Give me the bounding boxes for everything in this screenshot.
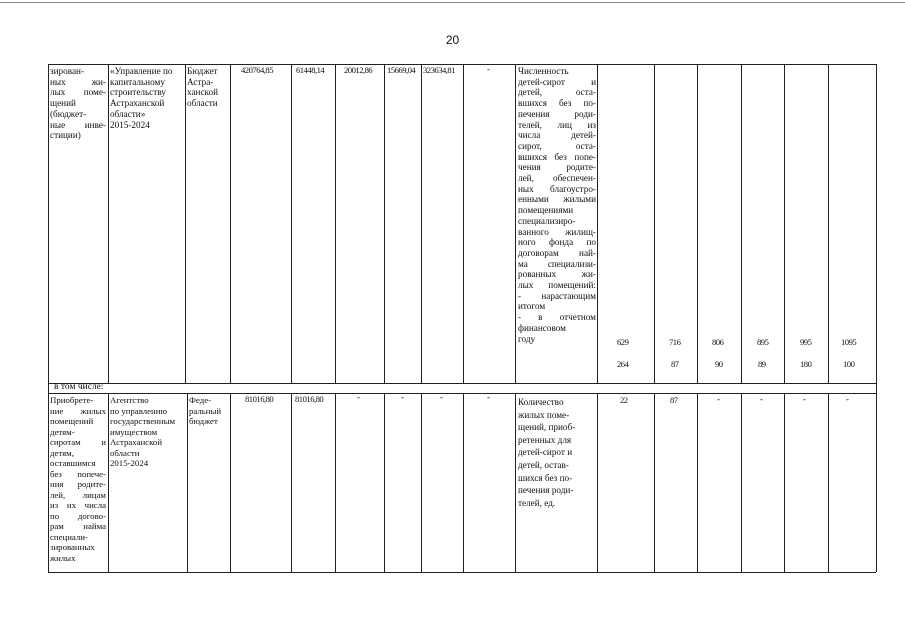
column-border	[335, 393, 336, 572]
column-border	[108, 64, 109, 383]
column-border	[597, 393, 598, 572]
page-top-border	[0, 2, 905, 3]
column-border	[784, 64, 785, 383]
row2-indicator-cell: Количество жилых поме- щений, приоб- ретенных для детей-сирот и детей, остав- шихся без по- печения роди- телей, ед.	[518, 397, 576, 508]
row2-amount: -	[440, 392, 443, 402]
row2-value: 22	[620, 395, 628, 405]
column-border	[463, 64, 464, 383]
row2-value: -	[760, 394, 763, 404]
row1-amount: 20012,86	[344, 65, 373, 75]
row2-amount: -	[487, 392, 490, 402]
column-border	[463, 393, 464, 572]
row1-annual-value: 90	[715, 359, 723, 369]
column-border	[597, 64, 598, 383]
page-number: 20	[445, 33, 460, 47]
column-border	[48, 64, 49, 572]
table-top-border	[48, 64, 876, 65]
column-border	[421, 64, 422, 383]
column-border	[384, 64, 385, 383]
subheader-including: в том числе:	[54, 382, 104, 392]
row1-annual-value: 264	[617, 359, 629, 369]
column-border	[697, 64, 698, 383]
row1-cumulative-value: 806	[712, 337, 724, 347]
row1-amount: 61448,14	[296, 65, 325, 75]
row2-amount: 81016,80	[295, 394, 324, 404]
column-border	[108, 393, 109, 572]
column-border	[421, 393, 422, 572]
column-border	[230, 64, 231, 383]
row2-value: -	[846, 394, 849, 404]
row-divider	[48, 383, 876, 384]
row1-amount: 15669,04	[387, 65, 416, 75]
row1-source-cell: Бюджет Астра- ханской области	[187, 66, 219, 109]
column-border	[515, 393, 516, 572]
column-border	[654, 64, 655, 383]
column-border	[828, 393, 829, 572]
row1-amount: 323634,81	[423, 65, 456, 75]
column-border	[828, 64, 829, 383]
column-border	[187, 393, 188, 572]
table-bottom-border	[48, 572, 876, 573]
column-border	[741, 393, 742, 572]
row-divider	[48, 393, 876, 394]
column-border	[741, 64, 742, 383]
row1-amount-total: 420764,85	[241, 65, 274, 75]
column-border	[291, 393, 292, 572]
row1-annual-value: 180	[800, 359, 812, 369]
row2-amount: -	[401, 392, 404, 402]
row2-value: 87	[670, 395, 678, 405]
row2-value: -	[803, 394, 806, 404]
column-border	[335, 64, 336, 383]
row2-source-cell: Феде- ральный бюджет	[189, 395, 222, 426]
row1-executor-cell: «Управление по капитальному строительству Астраханской области» 2015-2024	[110, 66, 173, 130]
column-border	[876, 64, 877, 572]
row1-amount: -	[487, 64, 490, 74]
row1-annual-value: 89	[758, 359, 766, 369]
row1-name-cell: зирован- ных жи- лых поме- щений (бюджет- ные инве- стиции)	[50, 66, 106, 141]
column-border	[230, 393, 231, 572]
row1-cumulative-value: 716	[669, 337, 681, 347]
row1-cumulative-value: 1095	[841, 337, 857, 347]
column-border	[784, 393, 785, 572]
row2-executor-cell: Агентство по управлению государственным имуществом Астраханской области 2015-2024	[110, 395, 176, 468]
row1-cumulative-value: 995	[800, 337, 812, 347]
row2-value: -	[717, 394, 720, 404]
column-border	[384, 393, 385, 572]
row1-annual-value: 100	[843, 359, 855, 369]
column-border	[654, 393, 655, 572]
row2-amount: -	[357, 392, 360, 402]
row1-annual-value: 87	[671, 359, 679, 369]
row1-cumulative-value: 629	[617, 337, 629, 347]
row1-indicator-cell: Численность детей-сирот и детей, оста- вшихся без по- печения роди- телей, лиц из числа детей- сирот, оста- вшихся без попе- чения родите- лей, обеспечен- ных благоустро- енными жилыми помещениями специализиро- ванного жилищ- ного фонда по договорам най- ма специализи- рованных жи- лых помещений: - нарастающим итогом - в отчетном финансовом году	[518, 66, 596, 344]
column-border	[291, 64, 292, 383]
column-border	[515, 64, 516, 383]
column-border	[697, 393, 698, 572]
row2-name-cell: Приобрете- ние жилых помещений детям- сиротам и детям, оставшимся без попече- ния родите- лей, лицам из их числа по догово- рам найма специали- зированных жилых	[50, 395, 106, 563]
row2-amount-total: 81016,80	[245, 394, 274, 404]
row1-cumulative-value: 895	[757, 337, 769, 347]
